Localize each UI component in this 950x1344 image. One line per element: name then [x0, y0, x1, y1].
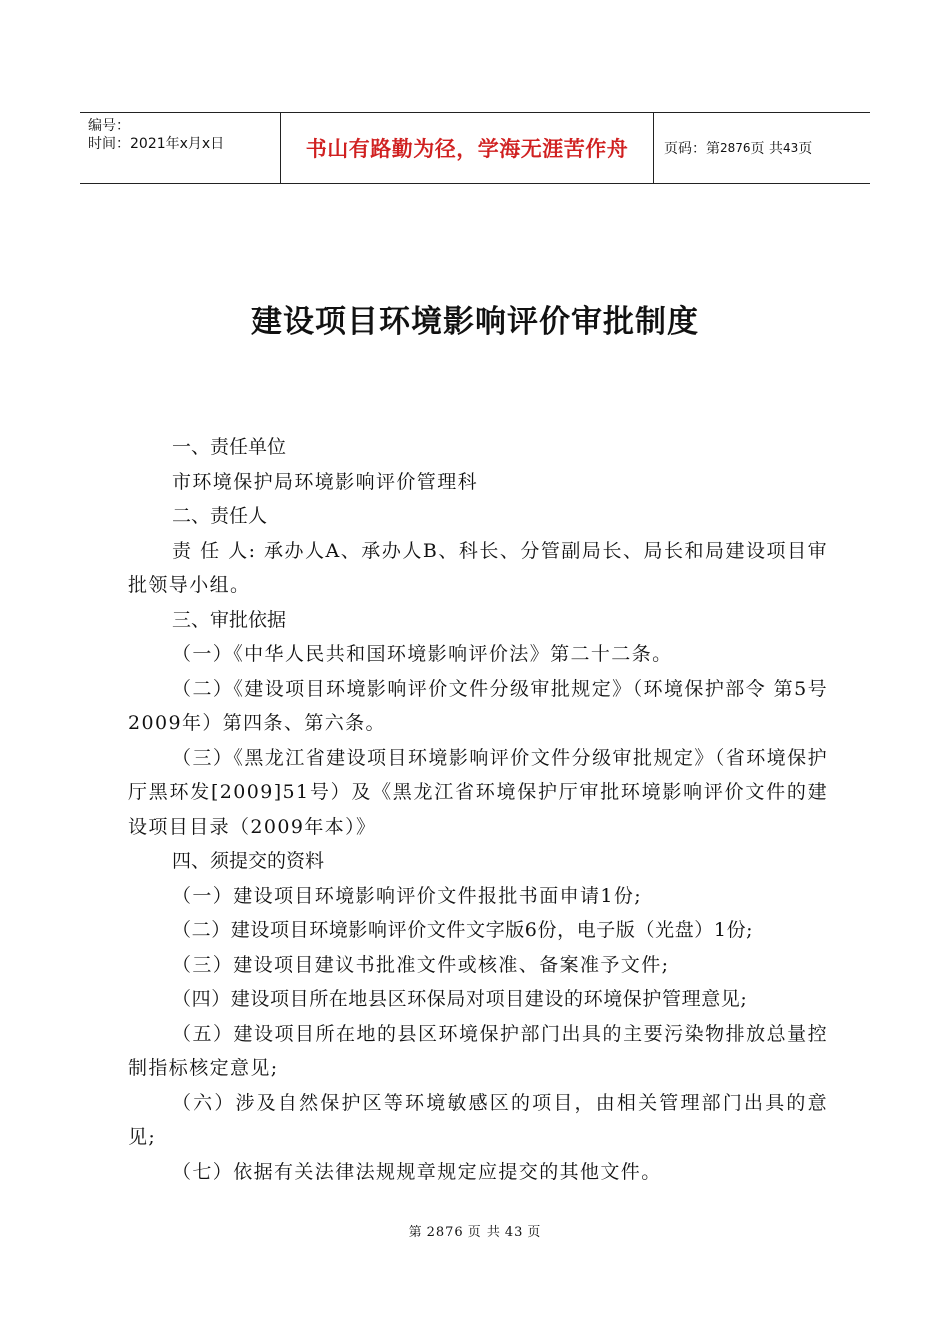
- section-heading-required-materials: 四、须提交的资料: [172, 850, 325, 872]
- paragraph: （二）《建设项目环境影响评价文件分级审批规定》（环境保护部令 第5号2009年）第四条、第六条。: [128, 677, 828, 734]
- section-heading-approval-basis: 三、审批依据: [172, 608, 287, 631]
- paragraph: （三）建设项目建议书批准文件或核准、备案准予文件;: [172, 953, 670, 976]
- footer-suffix: 页: [527, 1225, 542, 1240]
- paragraph: 市环境保护局环境影响评价管理科: [172, 470, 479, 493]
- document-title: 建设项目环境影响评价审批制度: [251, 304, 699, 340]
- section-heading-responsible-unit: 一、责任单位: [172, 436, 287, 458]
- page-suffix: 页: [798, 141, 813, 157]
- paragraph: （六）涉及自然保护区等环境敏感区的项目，由相关管理部门出具的意见;: [128, 1091, 828, 1148]
- time-row: [88, 135, 280, 153]
- footer-prefix: 第: [408, 1225, 423, 1240]
- footer-current: 2876: [426, 1225, 464, 1240]
- paragraph: （七）依据有关法律法规规章规定应提交的其他文件。: [172, 1160, 662, 1183]
- number-label: 编号：: [88, 118, 130, 134]
- footer-page-number: [0, 1221, 950, 1240]
- paragraph: （三）《黑龙江省建设项目环境影响评价文件分级审批规定》（省环境保护厅黑环发[2009]51号）及《黑龙江省环境保护厅审批环境影响评价文件的建设项目目录（2009年本）》: [128, 746, 828, 838]
- time-label: 时间：: [88, 136, 130, 152]
- header-meta-cell: [80, 113, 281, 183]
- paragraph: 责 任 人: 承办人A、承办人B、科长、分管副局长、局长和局建设项目审批领导小组。: [128, 539, 828, 596]
- motto-text: 书山有路勤为径，学海无涯苦作舟: [305, 137, 629, 161]
- footer-mid: 页 共: [467, 1225, 501, 1240]
- page-total: 43: [783, 141, 799, 155]
- page-mid: 页 共: [750, 141, 783, 157]
- section-heading-responsible-person: 二、责任人: [172, 505, 268, 527]
- paragraph: （二）建设项目环境影响评价文件文字版6份，电子版（光盘）1份;: [172, 919, 754, 941]
- header-table: [80, 112, 870, 184]
- document-body: [128, 430, 828, 1189]
- footer-total: 43: [504, 1225, 524, 1240]
- header-motto-cell: [281, 113, 654, 183]
- page-current: 2876: [720, 141, 751, 155]
- paragraph: （一）《中华人民共和国环境影响评价法》第二十二条。: [172, 643, 673, 665]
- paragraph: （四）建设项目所在地县区环保局对项目建设的环境保护管理意见;: [172, 988, 748, 1010]
- header-page-cell: [654, 113, 870, 183]
- paragraph: （五）建设项目所在地的县区环境保护部门出具的主要污染物排放总量控制指标核定意见;: [128, 1022, 828, 1079]
- time-value: 2021年x月x日: [130, 136, 225, 152]
- paragraph: （一）建设项目环境影响评价文件报批书面申请1份;: [172, 884, 643, 907]
- page-label: 页码：第: [664, 141, 720, 157]
